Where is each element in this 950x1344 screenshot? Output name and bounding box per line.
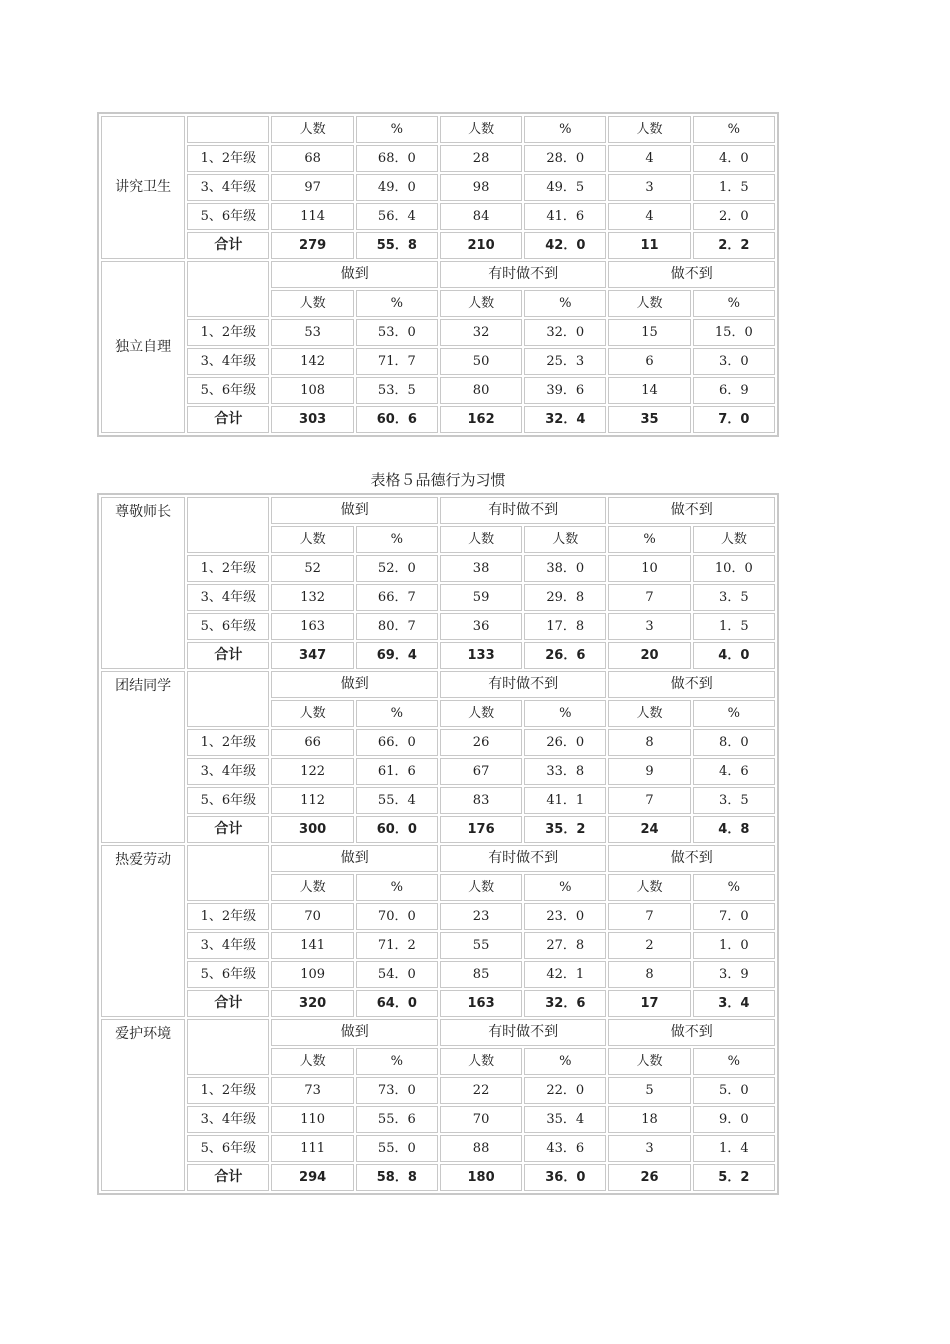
table-cell: 66．7 — [356, 584, 438, 611]
table-cell: 109 — [271, 961, 353, 988]
blank-header-cell — [187, 261, 269, 317]
total-label: 合计 — [187, 990, 269, 1017]
total-cell: 35 — [608, 406, 690, 433]
table-cell: 7．0 — [693, 903, 775, 930]
blank-header-cell — [187, 497, 269, 553]
subheader-cell: 人数 — [440, 290, 522, 317]
total-cell: 60．0 — [356, 816, 438, 843]
table-cell: 122 — [271, 758, 353, 785]
table-cell: 142 — [271, 348, 353, 375]
table-cell: 3．0 — [693, 348, 775, 375]
table-cell: 70 — [440, 1106, 522, 1133]
total-row — [101, 642, 775, 669]
subheader-cell: % — [693, 116, 775, 143]
grade-label: 5、6年级 — [187, 1135, 269, 1162]
total-cell: 32．4 — [524, 406, 606, 433]
subheader-cell: 人数 — [608, 116, 690, 143]
table-row — [101, 729, 775, 756]
table-cell: 33．8 — [524, 758, 606, 785]
table-cell: 68．0 — [356, 145, 438, 172]
total-cell: 26 — [608, 1164, 690, 1191]
blank-header-cell — [187, 845, 269, 901]
total-label: 合计 — [187, 406, 269, 433]
table-cell: 1．4 — [693, 1135, 775, 1162]
grade-label: 1、2年级 — [187, 145, 269, 172]
table-cell: 111 — [271, 1135, 353, 1162]
total-cell: 20 — [608, 642, 690, 669]
subheader-cell: 人数 — [271, 290, 353, 317]
total-cell: 60．6 — [356, 406, 438, 433]
table-cell: 70 — [271, 903, 353, 930]
subheader-cell: % — [693, 700, 775, 727]
blank-header-cell — [187, 116, 269, 143]
table-cell: 39．6 — [524, 377, 606, 404]
table-cell: 9．0 — [693, 1106, 775, 1133]
grade-label: 5、6年级 — [187, 961, 269, 988]
subheader-cell: 人数 — [440, 526, 522, 553]
table-cell: 52．0 — [356, 555, 438, 582]
total-cell: 5．2 — [693, 1164, 775, 1191]
total-cell: 300 — [271, 816, 353, 843]
group-header: 做到 — [271, 1019, 437, 1046]
table-cell: 49．5 — [524, 174, 606, 201]
table-cell: 10．0 — [693, 555, 775, 582]
table-cell: 53 — [271, 319, 353, 346]
total-cell: 2．2 — [693, 232, 775, 259]
table-cell: 56．4 — [356, 203, 438, 230]
table-cell: 80 — [440, 377, 522, 404]
grade-label: 1、2年级 — [187, 1077, 269, 1104]
subheader-cell: % — [524, 116, 606, 143]
total-cell: 24 — [608, 816, 690, 843]
group-header: 有时做不到 — [440, 261, 606, 288]
table-cell: 4 — [608, 145, 690, 172]
total-cell: 162 — [440, 406, 522, 433]
total-cell: 320 — [271, 990, 353, 1017]
grade-label: 5、6年级 — [187, 787, 269, 814]
subheader-cell: % — [524, 290, 606, 317]
total-cell: 11 — [608, 232, 690, 259]
grade-label: 5、6年级 — [187, 377, 269, 404]
grade-label: 1、2年级 — [187, 729, 269, 756]
total-cell: 180 — [440, 1164, 522, 1191]
total-label: 合计 — [187, 816, 269, 843]
subheader-cell: 人数 — [608, 874, 690, 901]
table-cell: 14 — [608, 377, 690, 404]
table-row — [101, 174, 775, 201]
table-row — [101, 1106, 775, 1133]
table-cell: 114 — [271, 203, 353, 230]
total-cell: 42．0 — [524, 232, 606, 259]
subheader-cell: 人数 — [271, 1048, 353, 1075]
table-cell: 10 — [608, 555, 690, 582]
table-cell: 28．0 — [524, 145, 606, 172]
table-cell: 15．0 — [693, 319, 775, 346]
table-cell: 3．5 — [693, 787, 775, 814]
table-cell: 141 — [271, 932, 353, 959]
table-cell: 68 — [271, 145, 353, 172]
table-cell: 54．0 — [356, 961, 438, 988]
table-cell: 5．0 — [693, 1077, 775, 1104]
subheader-cell: 人数 — [693, 526, 775, 553]
table-cell: 3．9 — [693, 961, 775, 988]
table-row — [101, 787, 775, 814]
total-cell: 36．0 — [524, 1164, 606, 1191]
table-cell: 27．8 — [524, 932, 606, 959]
total-row — [101, 816, 775, 843]
grade-label: 3、4年级 — [187, 932, 269, 959]
subheader-cell: % — [524, 874, 606, 901]
group-header: 做不到 — [608, 671, 775, 698]
table-cell: 108 — [271, 377, 353, 404]
table-row — [101, 613, 775, 640]
subheader-cell: 人数 — [524, 526, 606, 553]
subheader-cell: 人数 — [440, 874, 522, 901]
table-row — [101, 348, 775, 375]
table-cell: 32．0 — [524, 319, 606, 346]
table-cell: 163 — [271, 613, 353, 640]
subheader-cell: % — [356, 700, 438, 727]
total-cell: 294 — [271, 1164, 353, 1191]
grade-label: 5、6年级 — [187, 203, 269, 230]
category-cell: 讲究卫生 — [101, 116, 185, 259]
table-cell: 1．5 — [693, 174, 775, 201]
table-cell: 55．0 — [356, 1135, 438, 1162]
table-cell: 1．5 — [693, 613, 775, 640]
subheader-cell: % — [524, 1048, 606, 1075]
table-cell: 8 — [608, 961, 690, 988]
table-row — [101, 932, 775, 959]
total-cell: 32．6 — [524, 990, 606, 1017]
total-row — [101, 1164, 775, 1191]
table-cell: 80．7 — [356, 613, 438, 640]
table-cell: 71．2 — [356, 932, 438, 959]
table-cell: 83 — [440, 787, 522, 814]
total-cell: 210 — [440, 232, 522, 259]
group-header-row — [101, 671, 775, 698]
table-cell: 36 — [440, 613, 522, 640]
table-cell: 3 — [608, 174, 690, 201]
total-cell: 347 — [271, 642, 353, 669]
total-row — [101, 232, 775, 259]
table-row — [101, 319, 775, 346]
category-cell: 爱护环境 — [101, 1019, 185, 1191]
total-cell: 176 — [440, 816, 522, 843]
table-cell: 22．0 — [524, 1077, 606, 1104]
grade-label: 3、4年级 — [187, 758, 269, 785]
total-cell: 64．0 — [356, 990, 438, 1017]
group-header: 做到 — [271, 261, 437, 288]
table-row — [101, 145, 775, 172]
table-cell: 32 — [440, 319, 522, 346]
subheader-cell: % — [356, 874, 438, 901]
group-header: 有时做不到 — [440, 845, 606, 872]
grade-label: 3、4年级 — [187, 1106, 269, 1133]
subheader-cell: % — [356, 290, 438, 317]
table-cell: 38 — [440, 555, 522, 582]
table-cell: 9 — [608, 758, 690, 785]
table-cell: 110 — [271, 1106, 353, 1133]
category-cell: 热爱劳动 — [101, 845, 185, 1017]
subheader-cell: % — [608, 526, 690, 553]
category-cell: 团结同学 — [101, 671, 185, 843]
table-row — [101, 1135, 775, 1162]
table-cell: 7 — [608, 903, 690, 930]
table-row — [101, 903, 775, 930]
total-cell: 7．0 — [693, 406, 775, 433]
table-cell: 88 — [440, 1135, 522, 1162]
table-cell: 41．1 — [524, 787, 606, 814]
table-cell: 22 — [440, 1077, 522, 1104]
table-cell: 112 — [271, 787, 353, 814]
total-cell: 133 — [440, 642, 522, 669]
subheader-cell: 人数 — [271, 874, 353, 901]
group-header-row — [101, 1019, 775, 1046]
total-cell: 303 — [271, 406, 353, 433]
table-row — [101, 555, 775, 582]
table-cell: 53．5 — [356, 377, 438, 404]
table-cell: 3．5 — [693, 584, 775, 611]
table-cell: 43．6 — [524, 1135, 606, 1162]
table-cell: 4．6 — [693, 758, 775, 785]
category-cell: 尊敬师长 — [101, 497, 185, 669]
subheader-cell: 人数 — [440, 700, 522, 727]
table-cell: 5 — [608, 1077, 690, 1104]
table-cell: 84 — [440, 203, 522, 230]
total-cell: 55．8 — [356, 232, 438, 259]
grade-label: 3、4年级 — [187, 174, 269, 201]
subheader-cell: 人数 — [271, 526, 353, 553]
group-header: 做不到 — [608, 1019, 775, 1046]
category-cell: 独立自理 — [101, 261, 185, 433]
table-cell: 66 — [271, 729, 353, 756]
subheader-cell: 人数 — [271, 700, 353, 727]
table-cell: 26 — [440, 729, 522, 756]
group-header: 做到 — [271, 845, 437, 872]
total-label: 合计 — [187, 1164, 269, 1191]
subheader-cell: % — [524, 700, 606, 727]
table-row — [101, 584, 775, 611]
total-row — [101, 406, 775, 433]
total-cell: 3．4 — [693, 990, 775, 1017]
habits-table-top — [97, 112, 779, 437]
table-cell: 15 — [608, 319, 690, 346]
grade-label: 1、2年级 — [187, 555, 269, 582]
subheader-cell: 人数 — [440, 116, 522, 143]
table-cell: 35．4 — [524, 1106, 606, 1133]
group-header: 做不到 — [608, 261, 775, 288]
table-cell: 70．0 — [356, 903, 438, 930]
table-row — [101, 961, 775, 988]
table-cell: 8．0 — [693, 729, 775, 756]
table-cell: 4 — [608, 203, 690, 230]
table-cell: 41．6 — [524, 203, 606, 230]
subheader-cell: % — [693, 1048, 775, 1075]
table-cell: 73 — [271, 1077, 353, 1104]
grade-label: 5、6年级 — [187, 613, 269, 640]
table-cell: 2．0 — [693, 203, 775, 230]
grade-label: 3、4年级 — [187, 348, 269, 375]
grade-label: 3、4年级 — [187, 584, 269, 611]
table-cell: 6．9 — [693, 377, 775, 404]
group-header-row — [101, 261, 775, 288]
grade-label: 1、2年级 — [187, 319, 269, 346]
subheader-cell: 人数 — [271, 116, 353, 143]
subheader-cell: % — [356, 526, 438, 553]
table-cell: 26．0 — [524, 729, 606, 756]
table-cell: 42．1 — [524, 961, 606, 988]
table-cell: 38．0 — [524, 555, 606, 582]
table-cell: 66．0 — [356, 729, 438, 756]
table-cell: 7 — [608, 584, 690, 611]
total-cell: 26．6 — [524, 642, 606, 669]
table-row — [101, 377, 775, 404]
total-label: 合计 — [187, 642, 269, 669]
blank-header-cell — [187, 671, 269, 727]
group-header: 做到 — [271, 671, 437, 698]
table-cell: 1．0 — [693, 932, 775, 959]
total-cell: 163 — [440, 990, 522, 1017]
total-cell: 279 — [271, 232, 353, 259]
subheader-cell: % — [356, 116, 438, 143]
grade-label: 1、2年级 — [187, 903, 269, 930]
table-cell: 8 — [608, 729, 690, 756]
subheader-cell: 人数 — [608, 1048, 690, 1075]
total-cell: 35．2 — [524, 816, 606, 843]
subheader-cell: 人数 — [608, 290, 690, 317]
table-cell: 53．0 — [356, 319, 438, 346]
group-header: 有时做不到 — [440, 671, 606, 698]
table-cell: 23．0 — [524, 903, 606, 930]
table-row — [101, 203, 775, 230]
table-cell: 6 — [608, 348, 690, 375]
table-cell: 73．0 — [356, 1077, 438, 1104]
total-cell: 17 — [608, 990, 690, 1017]
group-header: 做不到 — [608, 845, 775, 872]
table-cell: 67 — [440, 758, 522, 785]
total-cell: 4．8 — [693, 816, 775, 843]
table-cell: 98 — [440, 174, 522, 201]
subheader-row — [101, 116, 775, 143]
group-header-row — [101, 497, 775, 524]
table-cell: 4．0 — [693, 145, 775, 172]
table-cell: 55．4 — [356, 787, 438, 814]
blank-header-cell — [187, 1019, 269, 1075]
total-cell: 69．4 — [356, 642, 438, 669]
table-cell: 61．6 — [356, 758, 438, 785]
subheader-cell: % — [693, 290, 775, 317]
table-cell: 25．3 — [524, 348, 606, 375]
table-row — [101, 758, 775, 785]
table-cell: 50 — [440, 348, 522, 375]
total-label: 合计 — [187, 232, 269, 259]
table-cell: 55．6 — [356, 1106, 438, 1133]
table-cell: 59 — [440, 584, 522, 611]
table-cell: 55 — [440, 932, 522, 959]
table-cell: 28 — [440, 145, 522, 172]
table-cell: 2 — [608, 932, 690, 959]
total-cell: 4．0 — [693, 642, 775, 669]
group-header: 做到 — [271, 497, 437, 524]
table-row — [101, 1077, 775, 1104]
subheader-cell: 人数 — [440, 1048, 522, 1075]
table-cell: 29．8 — [524, 584, 606, 611]
table-cell: 97 — [271, 174, 353, 201]
table-cell: 71．7 — [356, 348, 438, 375]
moral-habits-table — [97, 493, 779, 1195]
total-cell: 58．8 — [356, 1164, 438, 1191]
table-cell: 3 — [608, 1135, 690, 1162]
group-header-row — [101, 845, 775, 872]
table-cell: 17．8 — [524, 613, 606, 640]
table-cell: 52 — [271, 555, 353, 582]
table-cell: 18 — [608, 1106, 690, 1133]
group-header: 有时做不到 — [440, 497, 606, 524]
total-row — [101, 990, 775, 1017]
table-caption: 表格５品德行为习惯 — [370, 471, 506, 489]
subheader-cell: % — [356, 1048, 438, 1075]
subheader-cell: % — [693, 874, 775, 901]
table-cell: 23 — [440, 903, 522, 930]
table-cell: 7 — [608, 787, 690, 814]
table-cell: 3 — [608, 613, 690, 640]
table-cell: 132 — [271, 584, 353, 611]
table-cell: 85 — [440, 961, 522, 988]
group-header: 做不到 — [608, 497, 775, 524]
subheader-cell: 人数 — [608, 700, 690, 727]
group-header: 有时做不到 — [440, 1019, 606, 1046]
table-cell: 49．0 — [356, 174, 438, 201]
